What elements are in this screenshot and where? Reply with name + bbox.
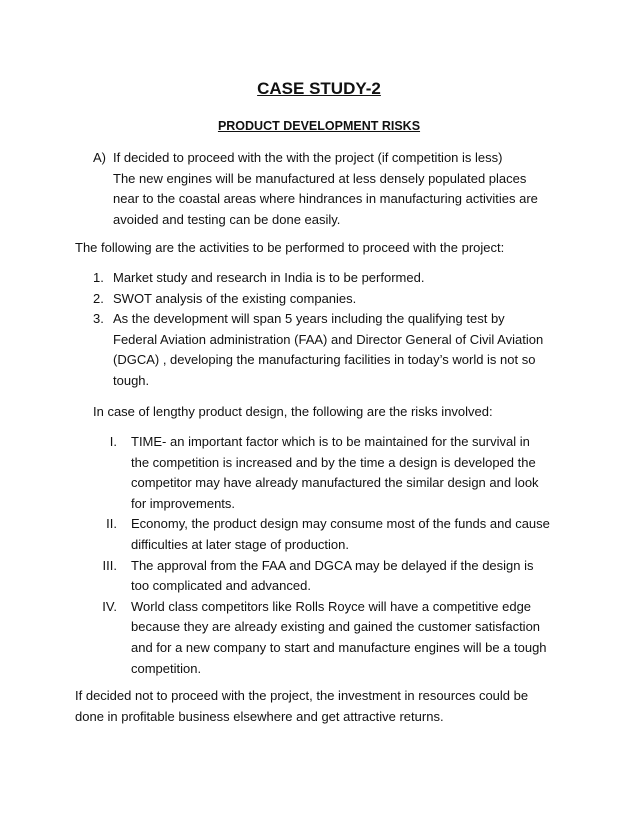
list-marker: II. xyxy=(106,516,117,532)
page-subtitle: PRODUCT DEVELOPMENT RISKS xyxy=(217,119,421,133)
section-a-line: If decided to proceed with the with the project (if competition is less) xyxy=(113,150,503,165)
conclusion-line: If decided not to proceed with the project, the investment in resources could be xyxy=(75,688,529,703)
list-item-line: difficulties at later stage of production. xyxy=(131,536,349,552)
list-marker: 1. xyxy=(93,270,104,285)
list-marker: III. xyxy=(102,557,117,573)
list-item-line: the competition is increased and by the time a design is developed the xyxy=(131,454,536,470)
list-item-line: SWOT analysis of the existing companies. xyxy=(113,290,357,306)
list-item-line: because they are already existing and gained the customer satisfaction xyxy=(131,619,541,635)
list-item xyxy=(109,432,550,514)
list-item-line: Economy, the product design may consume most of the funds and cause xyxy=(131,516,550,532)
activities-intro xyxy=(75,238,504,259)
list-item xyxy=(93,268,543,289)
list-item-line: The approval from the FAA and DGCA may be delayed if the design is xyxy=(131,557,534,573)
risks-intro xyxy=(93,402,493,423)
list-item xyxy=(93,309,544,391)
activities-intro-text: The following are the activities to be performed to proceed with the project: xyxy=(75,240,505,255)
list-marker: 2. xyxy=(93,290,104,306)
conclusion-line: done in profitable business elsewhere and get attractive returns. xyxy=(75,708,444,724)
list-item xyxy=(106,514,550,555)
list-item-line: and for a new company to start and manufacture engines will be a tough xyxy=(131,639,547,655)
list-item-line: World class competitors like Rolls Royce will have a competitive edge xyxy=(131,598,532,614)
list-item-line: competitor may have already manufactured the similar design and look xyxy=(131,475,539,491)
list-marker: 3. xyxy=(93,311,104,327)
list-item xyxy=(102,597,550,679)
list-item-line: (DGCA) , developing the manufacturing facilities in today’s world is not so xyxy=(113,352,536,368)
section-a-line: near to the coastal areas where hindrances in manufacturing activities are xyxy=(113,191,538,207)
list-item-line: Federal Aviation administration (FAA) and Director General of Civil Aviation xyxy=(113,331,544,347)
section-a-line: The new engines will be manufactured at less densely populated places xyxy=(113,170,527,186)
page-title: CASE STUDY-2 xyxy=(257,79,381,98)
list-marker: IV. xyxy=(102,598,117,614)
list-item xyxy=(102,556,550,597)
list-item-line: TIME- an important factor which is to be maintained for the survival in xyxy=(131,434,530,449)
section-a xyxy=(93,148,538,230)
list-item xyxy=(93,289,543,310)
activities-list xyxy=(93,268,544,392)
list-item-line: As the development will span 5 years including the qualifying test by xyxy=(113,311,505,327)
list-item-line: for improvements. xyxy=(131,495,236,511)
list-item-line: tough. xyxy=(113,372,150,388)
list-marker: I. xyxy=(109,434,117,449)
conclusion xyxy=(75,686,528,727)
section-a-marker: A) xyxy=(93,150,106,165)
list-item-line: too complicated and advanced. xyxy=(131,578,311,594)
list-item-line: competition. xyxy=(131,660,202,676)
risks-list xyxy=(102,432,550,679)
risks-intro-text: In case of lengthy product design, the following are the risks involved: xyxy=(93,404,493,419)
section-a-line: avoided and testing can be done easily. xyxy=(113,211,341,227)
list-item-line: Market study and research in India is to be performed. xyxy=(113,270,425,285)
